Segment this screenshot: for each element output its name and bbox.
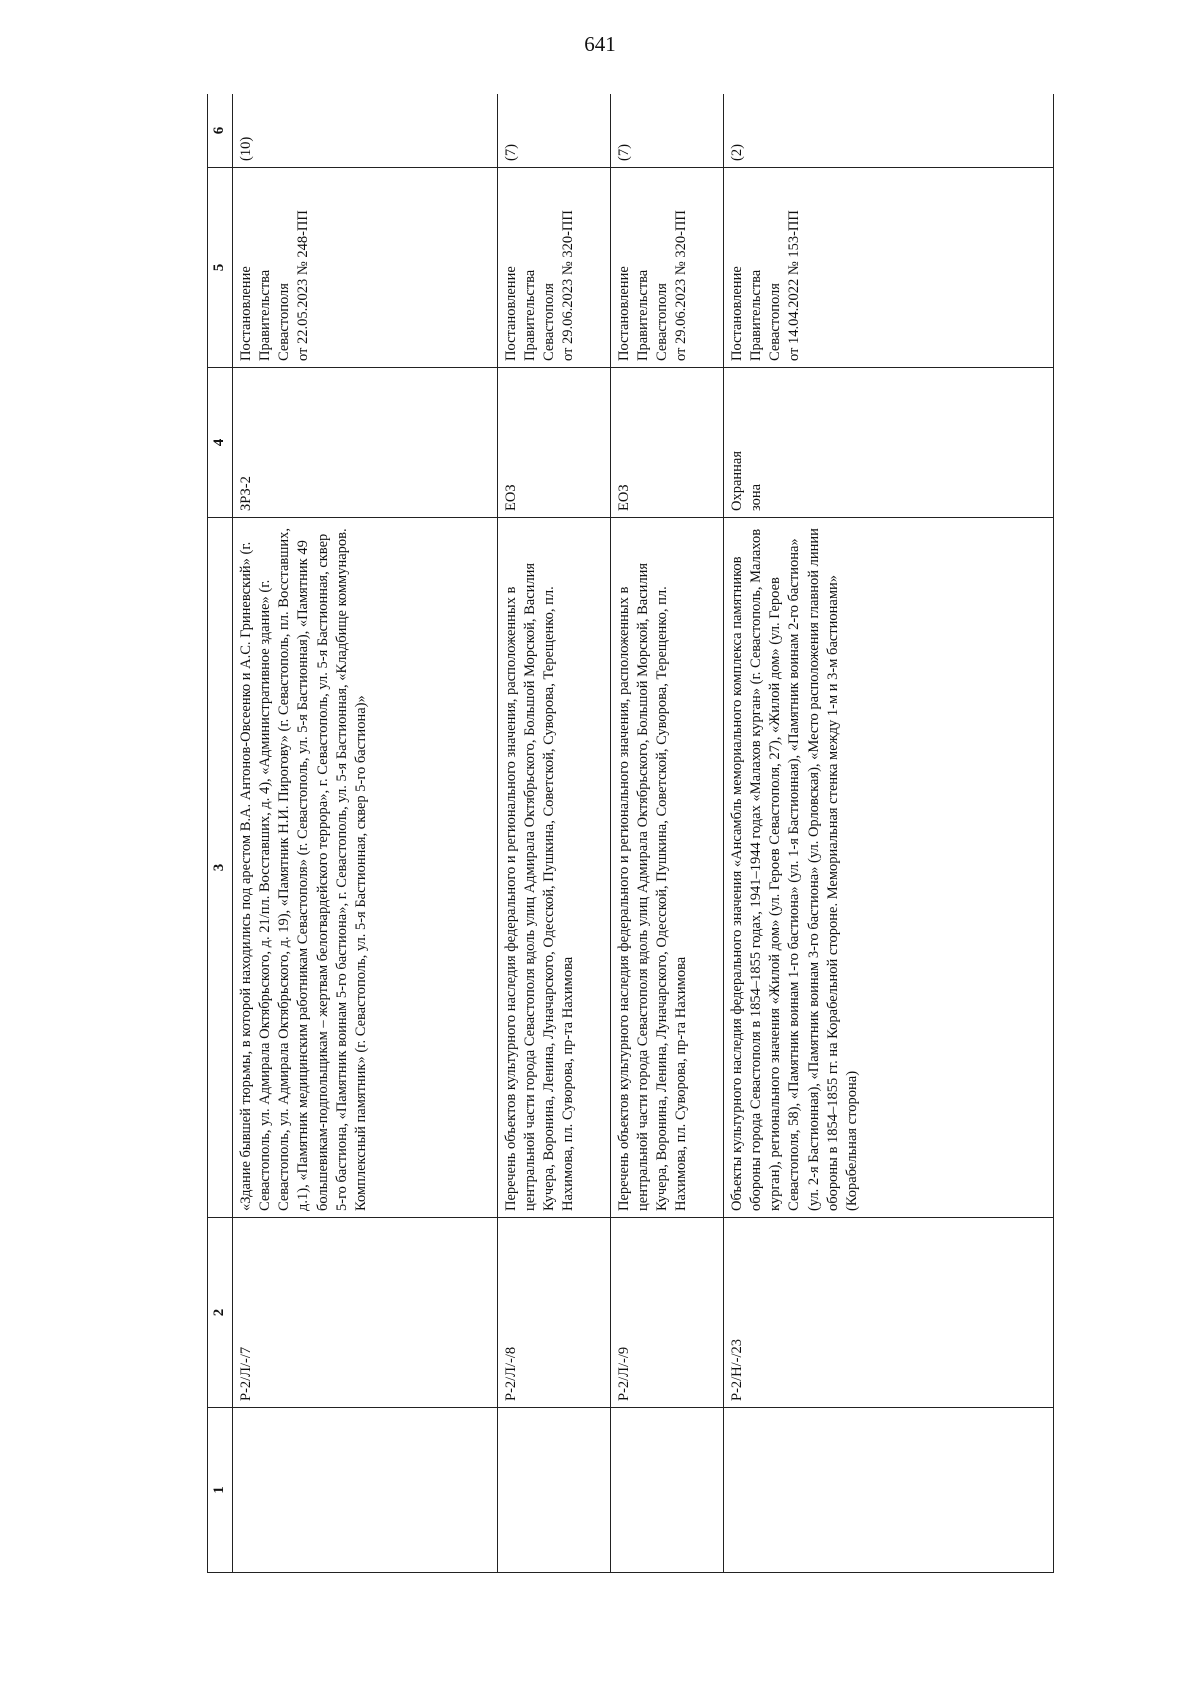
- page-number: 641: [584, 32, 616, 56]
- header-cell-6: 6: [208, 94, 233, 168]
- table-row: [498, 94, 611, 1573]
- table-frame: [207, 94, 1054, 1573]
- cell-ref: (10): [233, 94, 498, 168]
- rotated-table-container: [207, 94, 1054, 1573]
- cell-ref: (7): [611, 94, 724, 168]
- table-row: [233, 94, 498, 1573]
- cell-ref: (7): [498, 94, 611, 168]
- header-row: [208, 94, 233, 1573]
- cell-ref: (2): [724, 94, 1054, 168]
- header-cell-4: 4: [208, 368, 233, 518]
- cell-description: «Здание бывшей тюрьмы, в которой находились под арестом В.А. Антонов-Овсеенко и А.С. Гриневский» (г. Севастополь, ул. Адмирала Октябрьского, д. 21/пл. Восставших, д. 4), «Административное здание» (г. Севастополь, ул. Адмирала Октябрьского, д. 19), «Памятник Н.И. Пирогову» (г. Севастополь, пл. Восставших, д.1), «Памятник медицинским работникам Севастополя» (г. Севастополь, ул. 5-я Бастионная), «Памятник 49 большевикам-подпольщикам – жертвам белогвардейского террора», г. Севастополь, ул. 5-я Бастионная, сквер 5-го бастиона, «Памятник воинам 5-го бастиона», г. Севастополь, ул. 5-я Бастионная, «Кладбище коммунаров. Комплексный памятник» (г. Севастополь, ул. 5-я Бастионная, сквер 5-го бастиона)»: [233, 518, 498, 1218]
- zones-table: [207, 94, 1054, 1573]
- cell-act: Постановление Правительства Севастополя от 29.06.2023 № 320-ПП: [498, 168, 611, 368]
- cell-description: Объекты культурного наследия федерального значения «Ансамбль мемориального комплекса памятников обороны города Севастополя в 1854–1855 годах, 1941–1944 годах «Малахов курган» (г. Севастополь, Малахов курган), регионального значения «Жилой дом» (ул. Героев Севастополя, 27), «Жилой дом» (ул. Героев Севастополя, 58), «Памятник воинам 1-го бастиона» (ул. 1-я Бастионная), «Памятник воинам 2-го бастиона» (ул. 2-я Бастионная), «Памятник воинам 3-го бастиона» (ул. Орловская), «Место расположения главной линии обороны в 1854–1855 гг. на Корабельной стороне. Мемориальная стенка между 1-м и 3-м бастионами» (Корабельная сторона): [724, 518, 1054, 1218]
- cell-zone: ЕОЗ: [611, 368, 724, 518]
- cell-zone: ЕОЗ: [498, 368, 611, 518]
- table-row: [724, 94, 1054, 1573]
- cell-zone: ЗРЗ-2: [233, 368, 498, 518]
- cell-act: Постановление Правительства Севастополя от 29.06.2023 № 320-ПП: [611, 168, 724, 368]
- header-cell-2: 2: [208, 1218, 233, 1408]
- cell-description: Перечень объектов культурного наследия федерального и регионального значения, расположенных в центральной части города Севастополя вдоль улиц Адмирала Октябрьского, Большой Морской, Василия Кучера, Воронина, Ленина, Луначарского, Одесской, Пушкина, Советской, Суворова, Терещенко, пл. Нахимова, пл. Суворова, пр-та Нахимова: [498, 518, 611, 1218]
- cell-description: Перечень объектов культурного наследия федерального и регионального значения, расположенных в центральной части города Севастополя вдоль улиц Адмирала Октябрьского, Большой Морской, Василия Кучера, Воронина, Ленина, Луначарского, Одесской, Пушкина, Советской, Суворова, Терещенко, пл. Нахимова, пл. Суворова, пр-та Нахимова: [611, 518, 724, 1218]
- cell-code: Р-2/Н/-/23: [724, 1218, 1054, 1408]
- cell-number: [498, 1408, 611, 1573]
- cell-code: Р-2/Л/-/9: [611, 1218, 724, 1408]
- cell-code: Р-2/Л/-/8: [498, 1218, 611, 1408]
- cell-code: Р-2/Л/-/7: [233, 1218, 498, 1408]
- cell-number: [611, 1408, 724, 1573]
- header-cell-5: 5: [208, 168, 233, 368]
- cell-act: Постановление Правительства Севастополя от 22.05.2023 № 248-ПП: [233, 168, 498, 368]
- cell-number: [233, 1408, 498, 1573]
- cell-number: [724, 1408, 1054, 1573]
- cell-act: Постановление Правительства Севастополя от 14.04.2022 № 153-ПП: [724, 168, 1054, 368]
- header-cell-3: 3: [208, 518, 233, 1218]
- header-cell-1: 1: [208, 1408, 233, 1573]
- cell-zone: Охранная зона: [724, 368, 1054, 518]
- table-row: [611, 94, 724, 1573]
